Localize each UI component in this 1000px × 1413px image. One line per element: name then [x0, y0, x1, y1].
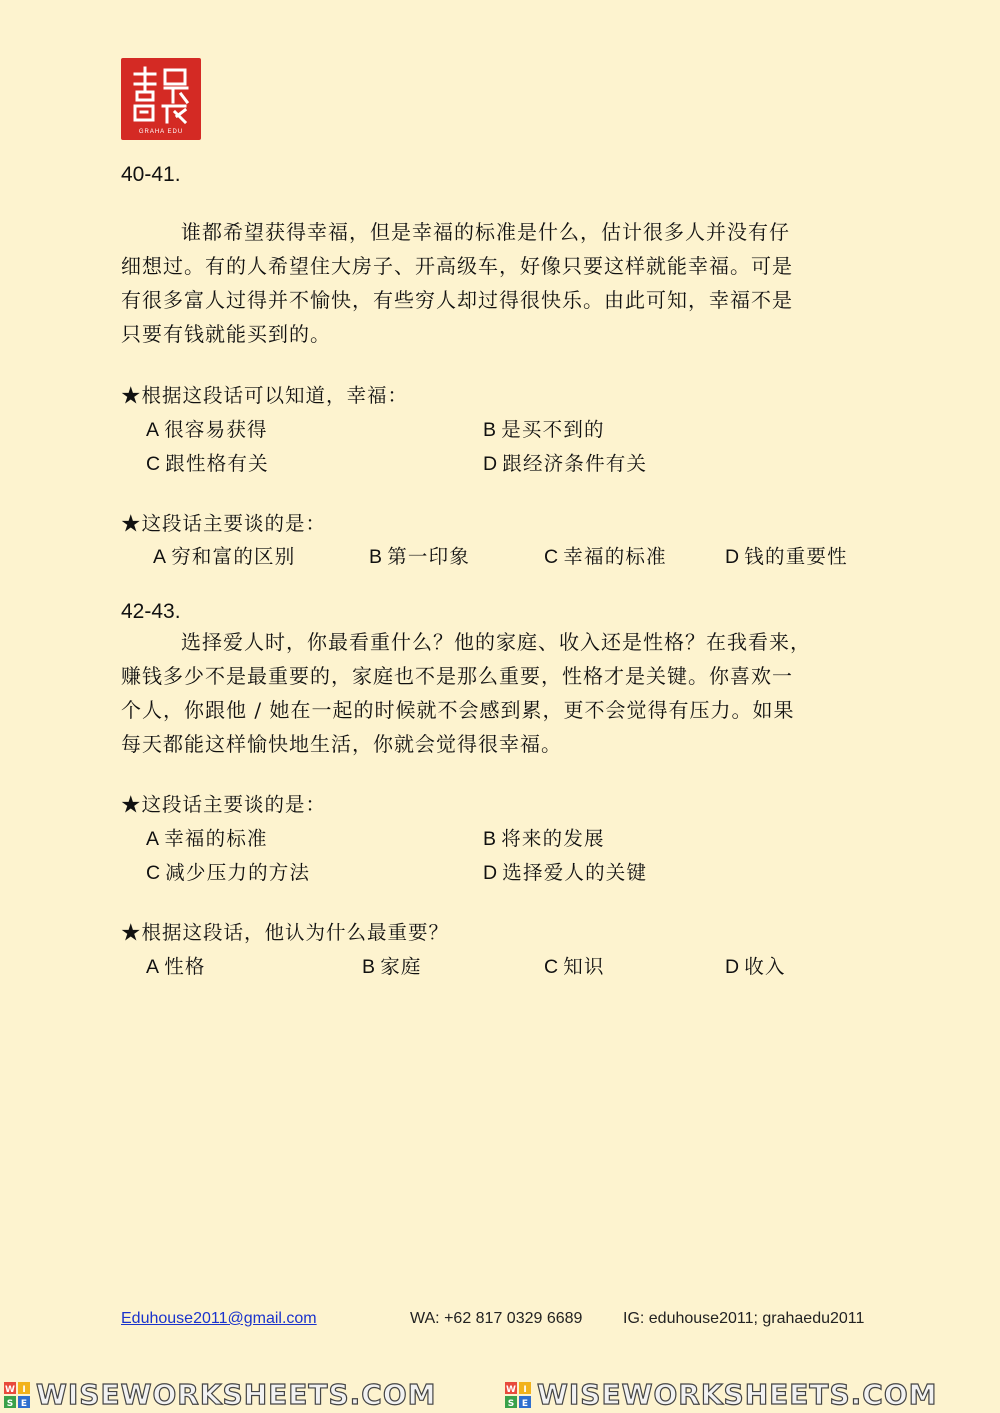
banner-text: WISEWORKSHEETS.COM: [36, 1378, 437, 1411]
reading-passage: [121, 215, 891, 351]
answer-option: B 将来的发展: [483, 827, 605, 850]
answer-option: B 家庭: [362, 955, 422, 978]
passage-line: 选择爱人时，你最看重什么？他的家庭、收入还是性格？在我看来，: [181, 630, 811, 654]
svg-text:E: E: [20, 1398, 28, 1408]
graha-edu-logo: [121, 58, 201, 140]
svg-text:W: W: [5, 1384, 15, 1395]
svg-text:S: S: [6, 1398, 14, 1408]
passage-line: 赚钱多少不是最重要的，家庭也不是那么重要，性格才是关键。你喜欢一: [121, 664, 793, 688]
reading-passage: [121, 625, 891, 761]
footer-instagram: IG: eduhouse2011; grahaedu2011: [623, 1310, 865, 1327]
answer-option: D 钱的重要性: [725, 545, 848, 568]
answer-option: A 穷和富的区别: [153, 545, 296, 568]
svg-text:GRAHA EDU: GRAHA EDU: [138, 129, 184, 135]
banner-text: WISEWORKSHEETS.COM: [537, 1378, 938, 1411]
email-link[interactable]: Eduhouse2011@gmail.com: [121, 1310, 317, 1327]
passage-line: 有很多富人过得并不愉快，有些穷人却过得很快乐。由此可知，幸福不是: [121, 288, 793, 312]
question-text: ★根据这段话，他认为什么最重要？: [121, 921, 450, 944]
answer-option: D 跟经济条件有关: [483, 452, 648, 475]
svg-text:I: I: [22, 1384, 26, 1395]
answer-option: C 跟性格有关: [146, 452, 269, 475]
svg-text:I: I: [523, 1384, 527, 1395]
svg-text:W: W: [506, 1384, 516, 1395]
passage-line: 只要有钱就能买到的。: [121, 322, 331, 346]
answer-option: B 第一印象: [369, 545, 471, 568]
passage-line: 个人，你跟他 / 她在一起的时候就不会感到累，更不会觉得有压力。如果: [121, 698, 795, 722]
banner-item: [4, 1376, 437, 1413]
logo-seal-icon: [121, 58, 201, 140]
section-number: 42-43.: [121, 600, 181, 623]
wiseworksheets-logo-icon: [505, 1382, 531, 1408]
wiseworksheets-banner: [0, 1376, 1000, 1413]
footer-whatsapp: WA: +62 817 0329 6689: [410, 1310, 583, 1327]
footer-email: [121, 1310, 317, 1328]
section-number: 40-41.: [121, 163, 181, 186]
svg-text:E: E: [521, 1398, 529, 1408]
answer-option: D 选择爱人的关键: [483, 861, 648, 884]
banner-item: [505, 1376, 938, 1413]
answer-option: B 是买不到的: [483, 418, 605, 441]
answer-option: C 知识: [544, 955, 605, 978]
answer-option: A 幸福的标准: [146, 827, 268, 850]
answer-option: A 性格: [146, 955, 206, 978]
answer-option: C 减少压力的方法: [146, 861, 311, 884]
question-text: ★这段话主要谈的是：: [121, 512, 327, 535]
wiseworksheets-logo-icon: [4, 1382, 30, 1408]
answer-option: D 收入: [725, 955, 786, 978]
question-text: ★这段话主要谈的是：: [121, 793, 327, 816]
answer-option: A 很容易获得: [146, 418, 268, 441]
svg-text:S: S: [507, 1398, 515, 1408]
passage-line: 细想过。有的人希望住大房子、开高级车，好像只要这样就能幸福。可是: [121, 254, 793, 278]
question-text: ★根据这段话可以知道，幸福：: [121, 384, 409, 407]
passage-line: 每天都能这样愉快地生活，你就会觉得很幸福。: [121, 732, 562, 756]
passage-line: 谁都希望获得幸福，但是幸福的标准是什么，估计很多人并没有仔: [181, 220, 790, 244]
answer-option: C 幸福的标准: [544, 545, 667, 568]
